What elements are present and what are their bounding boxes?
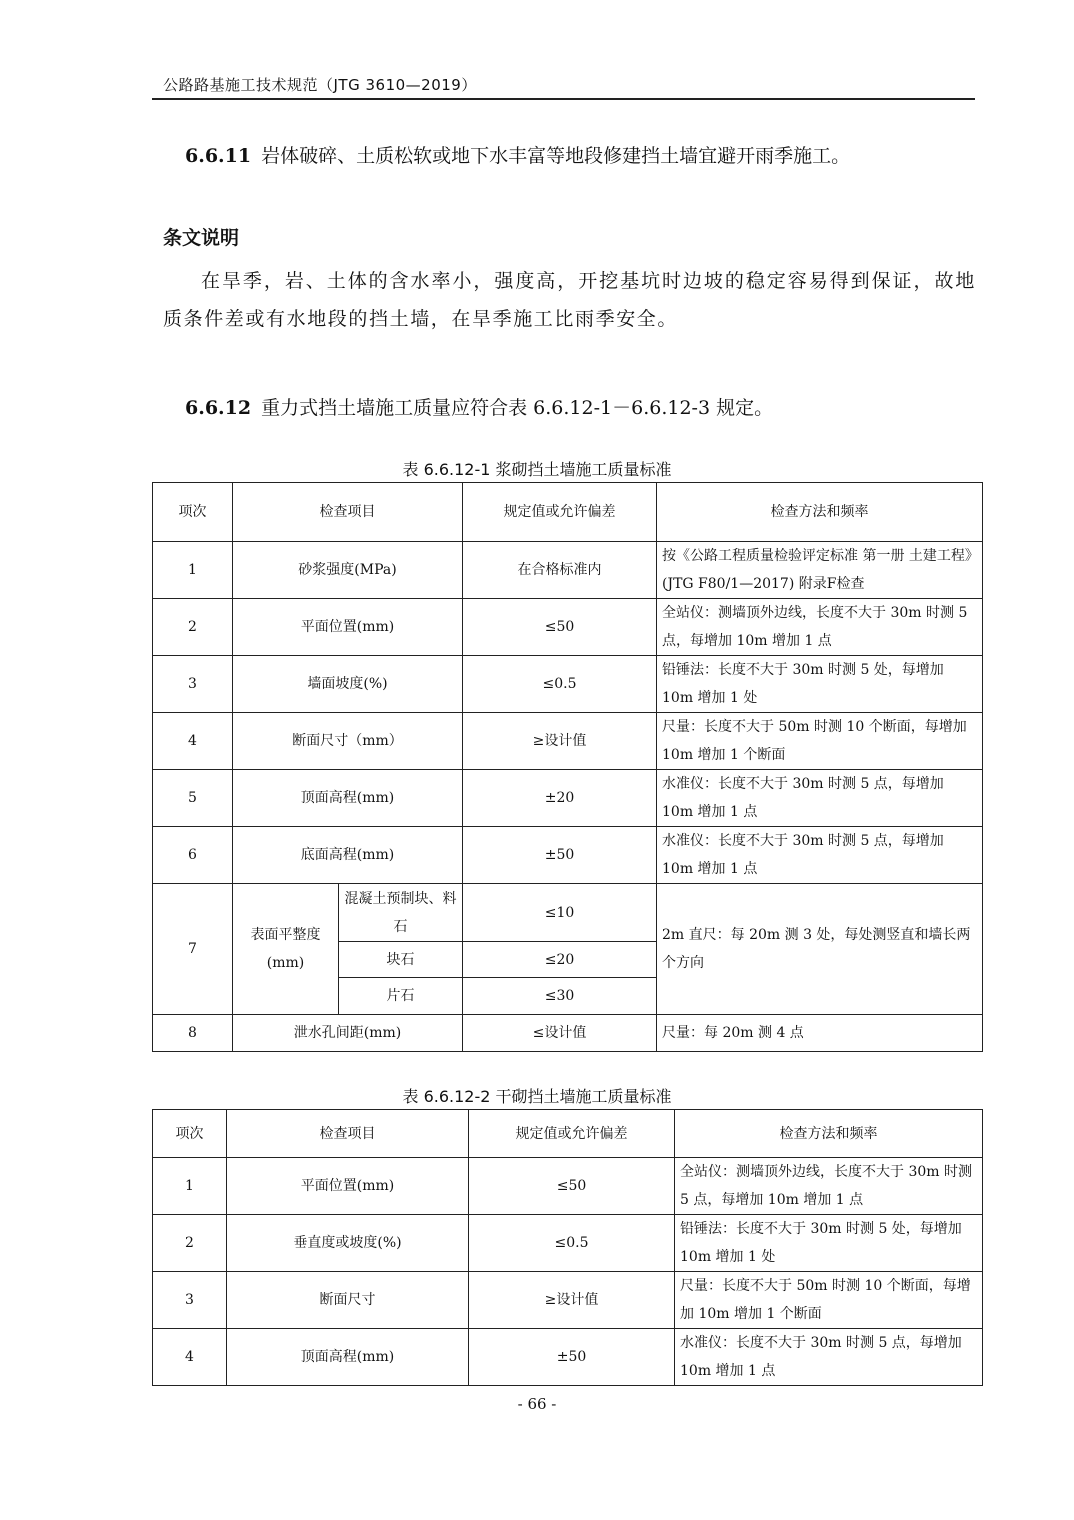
row-number: 4 [153, 713, 233, 770]
tolerance: ±20 [463, 770, 657, 827]
check-item: 垂直度或坡度(%) [227, 1215, 469, 1272]
check-item: 顶面高程(mm) [227, 1329, 469, 1386]
sub-item: 混凝土预制块、料石 [339, 884, 463, 942]
table2-header-row [153, 1110, 983, 1158]
sub-item: 块石 [339, 942, 463, 978]
header-cell: 检查方法和频率 [657, 483, 983, 542]
table2-caption: 表 6.6.12-2 干砌挡土墙施工质量标准 [402, 1087, 672, 1106]
check-method: 尺量：每 20m 测 4 点 [657, 1015, 983, 1052]
check-item: 平面位置(mm) [227, 1158, 469, 1215]
header-cell: 检查项目 [233, 483, 463, 542]
table1-header-row [153, 483, 983, 542]
check-item: 平面位置(mm) [233, 599, 463, 656]
tolerance: 在合格标准内 [463, 542, 657, 599]
check-item: 砂浆强度(MPa) [233, 542, 463, 599]
row-number: 2 [153, 1215, 227, 1272]
header-cell: 规定值或允许偏差 [463, 483, 657, 542]
table-row [153, 1015, 983, 1052]
row-number: 8 [153, 1015, 233, 1052]
table-row [153, 713, 983, 770]
check-method: 铅锤法：长度不大于 30m 时测 5 处，每增加 10m 增加 1 处 [657, 656, 983, 713]
table-row [153, 770, 983, 827]
check-item: 断面尺寸（mm） [233, 713, 463, 770]
tolerance: ≤0.5 [463, 656, 657, 713]
row-number: 5 [153, 770, 233, 827]
tolerance: ≤50 [469, 1158, 675, 1215]
row-number: 3 [153, 1272, 227, 1329]
table2 [152, 1109, 983, 1386]
table-row [153, 827, 983, 884]
tolerance: ≤20 [463, 942, 657, 978]
row-number: 6 [153, 827, 233, 884]
table-row [153, 1158, 983, 1215]
check-item: 顶面高程(mm) [233, 770, 463, 827]
row-number: 7 [153, 884, 233, 1015]
row-number: 1 [153, 542, 233, 599]
tolerance: ≤30 [463, 978, 657, 1015]
check-method: 按《公路工程质量检验评定标准 第一册 土建工程》(JTG F80/1—2017) 附录F检查 [657, 542, 983, 599]
row-number: 2 [153, 599, 233, 656]
tolerance: ≤10 [463, 884, 657, 942]
check-method: 水准仪：长度不大于 30m 时测 5 点，每增加 10m 增加 1 点 [657, 770, 983, 827]
table-row [153, 884, 983, 942]
table-row [153, 1215, 983, 1272]
page-number: - 66 - [517, 1395, 557, 1413]
check-item: 表面平整度(mm) [233, 884, 339, 1015]
check-item: 墙面坡度(%) [233, 656, 463, 713]
running-header: 公路路基施工技术规范（JTG 3610—2019） [163, 76, 477, 94]
clause-6-6-12 [185, 393, 773, 420]
check-method: 水准仪：长度不大于 30m 时测 5 点，每增加 10m 增加 1 点 [675, 1329, 983, 1386]
note-body: 在旱季，岩、土体的含水率小，强度高，开挖基坑时边坡的稳定容易得到保证，故地质条件差或有水地段的挡土墙，在旱季施工比雨季安全。 [163, 270, 976, 330]
check-item: 断面尺寸 [227, 1272, 469, 1329]
clause-text: 重力式挡土墙施工质量应符合表 6.6.12-1－6.6.12-3 规定。 [261, 397, 774, 419]
clause-6-6-11 [185, 141, 850, 168]
tolerance: ≤0.5 [469, 1215, 675, 1272]
table-row [153, 1272, 983, 1329]
table-row [153, 1329, 983, 1386]
header-rule [152, 98, 975, 100]
table-row [153, 656, 983, 713]
tolerance: ≥设计值 [463, 713, 657, 770]
check-method: 尺量：长度不大于 50m 时测 10 个断面，每增加 10m 增加 1 个断面 [657, 713, 983, 770]
check-method: 水准仪：长度不大于 30m 时测 5 点，每增加 10m 增加 1 点 [657, 827, 983, 884]
check-method: 全站仪：测墙顶外边线，长度不大于 30m 时测 5 点，每增加 10m 增加 1 点 [657, 599, 983, 656]
note-title: 条文说明 [163, 227, 240, 249]
sub-item: 片石 [339, 978, 463, 1015]
check-method: 尺量：长度不大于 50m 时测 10 个断面，每增加 10m 增加 1 个断面 [675, 1272, 983, 1329]
tolerance: ≤设计值 [463, 1015, 657, 1052]
clause-number: 6.6.11 [185, 145, 252, 167]
header-cell: 规定值或允许偏差 [469, 1110, 675, 1158]
row-number: 4 [153, 1329, 227, 1386]
check-item: 底面高程(mm) [233, 827, 463, 884]
check-item: 泄水孔间距(mm) [233, 1015, 463, 1052]
tolerance: ±50 [469, 1329, 675, 1386]
tolerance: ±50 [463, 827, 657, 884]
header-cell: 项次 [153, 483, 233, 542]
header-cell: 检查项目 [227, 1110, 469, 1158]
table-row [153, 542, 983, 599]
clause-number: 6.6.12 [185, 397, 252, 419]
tolerance: ≤50 [463, 599, 657, 656]
table1 [152, 482, 983, 1052]
header-cell: 检查方法和频率 [675, 1110, 983, 1158]
check-method: 全站仪：测墙顶外边线，长度不大于 30m 时测 5 点，每增加 10m 增加 1 点 [675, 1158, 983, 1215]
row-number: 1 [153, 1158, 227, 1215]
clause-text: 岩体破碎、土质松软或地下水丰富等地段修建挡土墙宜避开雨季施工。 [261, 145, 851, 167]
table1-caption: 表 6.6.12-1 浆砌挡土墙施工质量标准 [402, 460, 672, 479]
check-method: 铅锤法：长度不大于 30m 时测 5 处，每增加 10m 增加 1 处 [675, 1215, 983, 1272]
tolerance: ≥设计值 [469, 1272, 675, 1329]
header-cell: 项次 [153, 1110, 227, 1158]
table-row [153, 599, 983, 656]
check-method: 2m 直尺：每 20m 测 3 处，每处测竖直和墙长两个方向 [657, 884, 983, 1015]
row-number: 3 [153, 656, 233, 713]
